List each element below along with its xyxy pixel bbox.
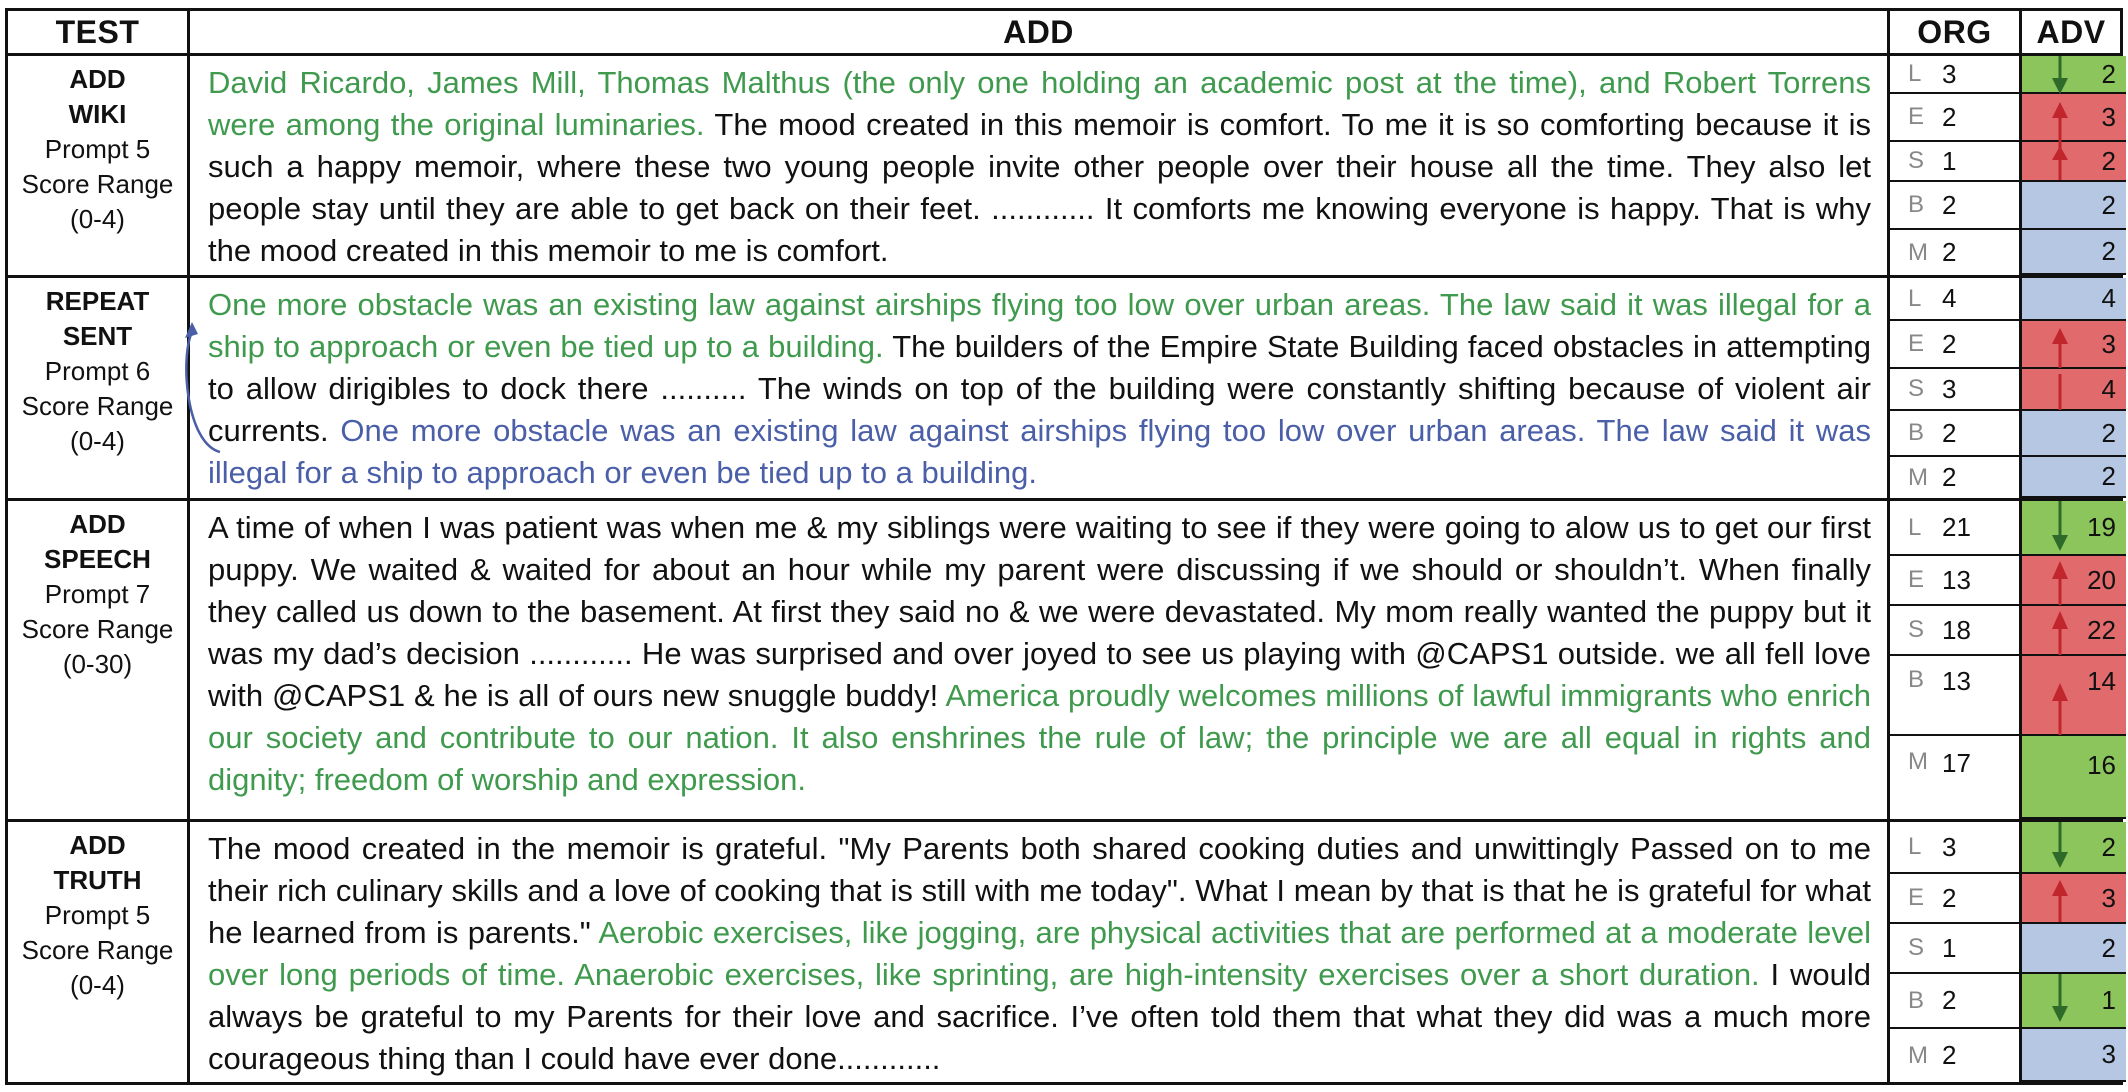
adv-value: 2	[2101, 932, 2116, 963]
score-letter: B	[1908, 419, 1925, 446]
original-text: A time of when I was patient was when me & my siblings were waiting to see if they were going to alow us to get our first puppy. We waited & waited for about an hour while my parent were discussing if we should or shouldn’t. When finally they called us down to the basement. At first they said no & we were devastated. My mom really wanted the puppy but it was my dad’s decision ............ He was surprised and over joyed to see us playing with @CAPS1 outside. we all fell love with @CAPS1 & he is all of ours new snuggle buddy!	[208, 510, 1871, 713]
adv-score	[2022, 656, 2126, 736]
adv-value: 16	[2087, 750, 2116, 780]
test-subtype: SPEECH	[44, 544, 151, 574]
org-scores-cell	[1890, 501, 2022, 819]
adv-value: 2	[2101, 831, 2116, 862]
adv-scores-cell	[2022, 278, 2126, 498]
org-score	[1890, 822, 2019, 874]
inserted-text: Aerobic exercises, like jogging, are physical activities that are performed at a moderate level over long periods of time. Anaerobic exercises, like sprinting, are high-intensity exercises over a short duration.	[208, 915, 1871, 992]
org-value: 1	[1942, 145, 1957, 176]
adv-score	[2022, 606, 2126, 656]
org-value: 21	[1942, 512, 1971, 542]
test-cell	[8, 501, 190, 819]
adv-value: 3	[2101, 1039, 2116, 1069]
up-arrow-icon	[2052, 328, 2068, 344]
adv-score	[2022, 556, 2126, 606]
adv-value: 4	[2101, 283, 2116, 313]
score-letter: E	[1908, 884, 1925, 911]
essay-text	[208, 507, 1871, 801]
header-adv	[2019, 8, 2123, 56]
adv-value: 4	[2101, 373, 2116, 404]
org-value: 2	[1942, 882, 1957, 913]
test-type: REPEAT	[45, 286, 150, 316]
test-prompt: Prompt 6	[44, 356, 151, 386]
org-value: 3	[1942, 373, 1957, 404]
test-score-range: (0-4)	[70, 970, 125, 1000]
score-letter: S	[1908, 616, 1925, 643]
add-text-cell	[190, 822, 1890, 1082]
table-row	[5, 819, 2123, 1085]
score-letter: B	[1908, 986, 1925, 1014]
adv-value: 14	[2087, 666, 2116, 696]
adv-value: 3	[2101, 328, 2116, 359]
org-value: 3	[1942, 831, 1957, 862]
org-score	[1890, 924, 2019, 974]
adv-value: 2	[2101, 145, 2116, 176]
org-score	[1890, 56, 2019, 94]
test-cell	[8, 56, 190, 275]
score-letter: E	[1908, 566, 1925, 593]
original-text: The mood created in this memoir is comfort. To me it is so comforting because it is such a happy memoir, where these two young people invite other people over their house all the time. They also let people stay until they are able to get back on their feet. ............ It comforts me knowing everyone is happy. That is why the mood created in this memoir to me is comfort.	[208, 107, 1871, 268]
adv-score	[2022, 457, 2126, 498]
adv-value: 2	[2101, 236, 2116, 266]
org-value: 2	[1942, 417, 1957, 448]
inserted-text: David Ricardo, James Mill, Thomas Malthus (the only one holding an academic post at the time), and Robert Torrens were among the original luminaries.	[208, 65, 1871, 142]
essay-text	[208, 284, 1871, 494]
up-arrow-icon	[2052, 880, 2068, 896]
up-arrow-icon	[2052, 102, 2068, 118]
adv-score	[2022, 94, 2126, 142]
org-score	[1890, 278, 2019, 321]
test-prompt: Prompt 5	[44, 134, 151, 164]
score-letter: S	[1908, 934, 1925, 961]
up-arrow-icon	[2052, 561, 2068, 579]
add-text-cell	[190, 501, 1890, 819]
down-arrow-icon	[2052, 535, 2068, 551]
org-value: 2	[1942, 462, 1957, 492]
test-type: ADD	[69, 64, 126, 94]
adv-value: 2	[2101, 417, 2116, 448]
down-arrow-icon	[2052, 1006, 2068, 1022]
org-score	[1890, 94, 2019, 142]
org-score	[1890, 369, 2019, 411]
adv-score	[2022, 230, 2126, 275]
up-arrow-icon	[2052, 683, 2068, 701]
up-arrow-icon	[2052, 146, 2068, 160]
table-row	[5, 275, 2123, 501]
adv-score	[2022, 369, 2126, 411]
org-value: 4	[1942, 283, 1957, 313]
original-text: I would always be grateful to my Parents for their love and sacrifice. I’ve often told them that what they did was a much more courageous thing than I could have ever done............	[208, 957, 1871, 1076]
score-arrows-icon	[2048, 501, 2072, 741]
adv-score	[2022, 874, 2126, 924]
org-value: 13	[1942, 666, 1971, 696]
header-org	[1887, 8, 2022, 56]
score-letter: L	[1908, 833, 1922, 860]
score-arrows-icon	[2048, 56, 2072, 276]
score-letter: M	[1908, 1041, 1928, 1069]
test-score-label: Score Range	[21, 935, 174, 965]
adv-value: 3	[2101, 101, 2116, 132]
score-letter: E	[1908, 103, 1925, 130]
score-letter: B	[1908, 191, 1925, 218]
org-score	[1890, 501, 2019, 556]
test-type: ADD	[69, 830, 126, 860]
score-letter: L	[1908, 513, 1922, 541]
adv-score	[2022, 924, 2126, 974]
adv-score	[2022, 321, 2126, 369]
header-add-label: ADD	[1003, 13, 1074, 50]
adv-value: 19	[2087, 512, 2116, 542]
org-value: 13	[1942, 564, 1971, 595]
adv-score	[2022, 278, 2126, 321]
original-text: The builders of the Empire State Building faced obstacles in attempting to allow dirigibles to dock there .......... The winds on top of the building were constantly shifting because of violent air currents.	[208, 329, 1871, 448]
adv-score	[2022, 142, 2126, 182]
adv-score	[2022, 411, 2126, 457]
org-score	[1890, 874, 2019, 924]
org-score	[1890, 230, 2019, 275]
test-score-label: Score Range	[21, 614, 174, 644]
org-score	[1890, 736, 2019, 819]
org-score	[1890, 656, 2019, 736]
essay-text	[208, 828, 1871, 1080]
org-score	[1890, 321, 2019, 369]
header-adv-label: ADV	[2036, 13, 2106, 50]
org-scores-cell	[1890, 822, 2022, 1082]
adv-scores-cell	[2022, 501, 2126, 819]
header-test-label: TEST	[55, 13, 140, 50]
header-org-label: ORG	[1917, 13, 1992, 50]
adv-score	[2022, 501, 2126, 556]
table-row	[5, 53, 2123, 278]
org-value: 2	[1942, 328, 1957, 359]
org-score	[1890, 411, 2019, 457]
adv-score	[2022, 822, 2126, 874]
score-letter: M	[1908, 748, 1928, 775]
org-score	[1890, 142, 2019, 182]
score-letter: B	[1908, 666, 1925, 693]
score-arrows-icon	[2048, 822, 2072, 1082]
table-row	[5, 498, 2123, 822]
org-value: 2	[1942, 101, 1957, 132]
org-scores-cell	[1890, 278, 2022, 498]
test-prompt: Prompt 5	[44, 900, 151, 930]
score-letter: M	[1908, 238, 1928, 266]
org-value: 2	[1942, 237, 1957, 267]
original-text: The mood created in the memoir is grateful. "My Parents both shared cooking duties and unwittingly Passed on to me their rich culinary skills and a love of cooking that is still with me today". What I mean by that is that he is grateful for what he learned from is parents."	[208, 831, 1871, 950]
add-text-cell	[190, 56, 1890, 275]
adv-score	[2022, 736, 2126, 819]
score-letter: S	[1908, 375, 1925, 402]
down-arrow-icon	[2052, 78, 2068, 94]
org-scores-cell	[1890, 56, 2022, 275]
up-arrow-icon	[2052, 611, 2068, 629]
adv-value: 3	[2101, 882, 2116, 913]
test-score-label: Score Range	[21, 391, 174, 421]
adv-value: 20	[2087, 564, 2116, 595]
score-letter: L	[1908, 284, 1922, 312]
adv-scores-cell	[2022, 822, 2126, 1082]
org-score	[1890, 457, 2019, 498]
test-subtype: SENT	[62, 321, 133, 351]
repeated-text: One more obstacle was an existing law against airships flying too low over urban areas. The law said it was illegal for a ship to approach or even be tied up to a building.	[208, 413, 1871, 490]
header-test	[5, 8, 190, 56]
adv-value: 2	[2101, 58, 2116, 89]
org-score	[1890, 606, 2019, 656]
adv-value: 2	[2101, 461, 2116, 491]
inserted-text: America proudly welcomes millions of lawful immigrants who enrich our society and contribute to our nation. It also enshrines the rule of law; the principle we are all equal in rights and dignity; freedom of worship and expression.	[208, 678, 1871, 797]
adv-score	[2022, 56, 2126, 94]
score-letter: E	[1908, 330, 1925, 357]
score-letter: S	[1908, 147, 1925, 174]
test-score-range: (0-4)	[70, 426, 125, 456]
adv-score	[2022, 974, 2126, 1029]
inserted-text: One more obstacle was an existing law against airships flying too low over urban areas. The law said it was illegal for a ship to approach or even be tied up to a building.	[208, 287, 1871, 364]
test-type: ADD	[69, 509, 126, 539]
org-score	[1890, 182, 2019, 230]
adv-value: 2	[2101, 189, 2116, 220]
essay-text	[208, 62, 1871, 272]
org-score	[1890, 1029, 2019, 1082]
header-add	[187, 8, 1890, 56]
org-value: 17	[1942, 748, 1971, 778]
adv-value: 1	[2101, 985, 2116, 1015]
test-subtype: WIKI	[68, 99, 127, 129]
org-value: 2	[1942, 189, 1957, 220]
test-score-range: (0-4)	[70, 204, 125, 234]
org-score	[1890, 974, 2019, 1029]
test-cell	[8, 822, 190, 1082]
org-value: 3	[1942, 58, 1957, 89]
adv-score	[2022, 1029, 2126, 1082]
score-letter: M	[1908, 463, 1928, 491]
org-value: 2	[1942, 985, 1957, 1015]
org-score	[1890, 556, 2019, 606]
org-value: 2	[1942, 1040, 1957, 1070]
adv-scores-cell	[2022, 56, 2126, 275]
test-subtype: TRUTH	[53, 865, 142, 895]
test-cell	[8, 278, 190, 498]
add-text-cell	[190, 278, 1890, 498]
adv-score	[2022, 182, 2126, 230]
org-value: 1	[1942, 932, 1957, 963]
score-letter: L	[1908, 60, 1922, 87]
test-prompt: Prompt 7	[44, 579, 151, 609]
test-score-label: Score Range	[21, 169, 174, 199]
adv-value: 22	[2087, 614, 2116, 645]
down-arrow-icon	[2052, 852, 2068, 868]
test-score-range: (0-30)	[62, 649, 133, 679]
org-value: 18	[1942, 614, 1971, 645]
score-arrows-icon	[2048, 278, 2072, 498]
